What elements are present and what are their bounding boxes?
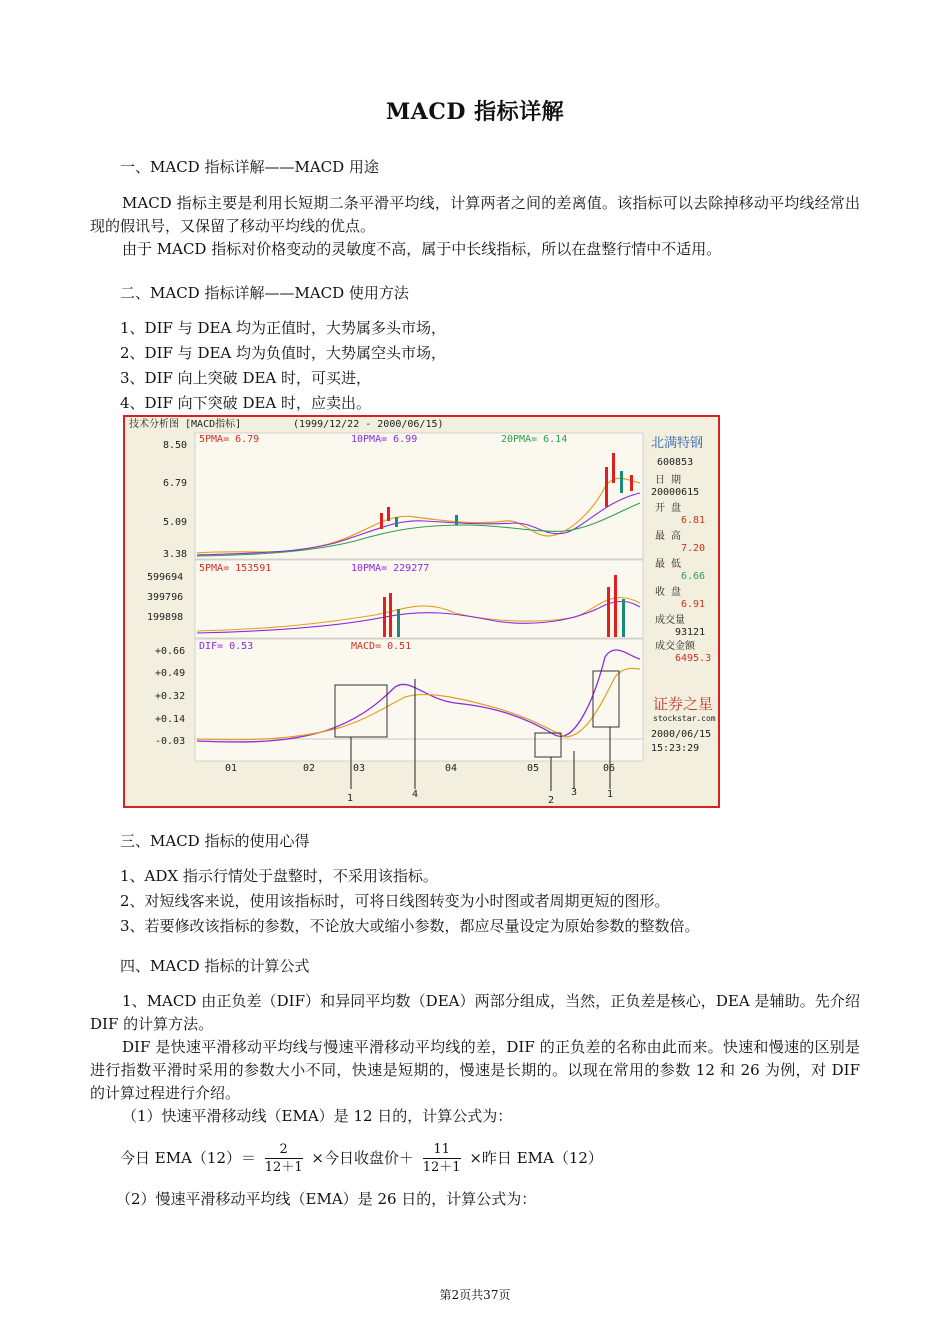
volume-bar — [383, 597, 386, 637]
month-label: 04 — [445, 763, 458, 774]
list-item: 1、ADX 指示行情处于盘整时，不采用该指标。 — [120, 867, 438, 885]
page-title: MACD 指标详解 — [385, 99, 565, 125]
formula-lhs: 今日 EMA（12）＝ — [120, 1149, 256, 1167]
macd-tick: +0.14 — [155, 714, 186, 725]
section4-paragraph-4: （2）慢速平滑移动平均线（EMA）是 26 日的，计算公式为： — [116, 1190, 537, 1208]
section1-heading: 一、MACD 指标详解——MACD 用途 — [120, 158, 379, 176]
section3-list — [120, 864, 700, 939]
fraction-numerator: 11 — [433, 1142, 450, 1157]
price-tick: 3.38 — [163, 549, 188, 560]
section2-heading: 二、MACD 指标详解——MACD 使用方法 — [120, 284, 409, 302]
volume-ma5-label: 5PMA= 153591 — [199, 563, 272, 574]
page-footer: 第2页共37页 — [439, 1288, 511, 1302]
macd-tick: +0.32 — [155, 691, 186, 702]
side-date: 20000615 — [651, 487, 700, 498]
section4-tail — [90, 1188, 860, 1211]
side-close: 6.91 — [681, 599, 706, 610]
side-open: 6.81 — [681, 515, 706, 526]
chart-date-range: (1999/12/22 - 2000/06/15) — [293, 419, 444, 430]
side-low-label: 最 低 — [655, 559, 682, 570]
formula-fraction-1 — [265, 1142, 303, 1176]
side-foot-date: 2000/06/15 — [651, 729, 712, 740]
side-info-panel — [651, 435, 716, 754]
candle — [455, 515, 458, 525]
price-tick: 8.50 — [163, 440, 188, 451]
macd-dea-label: MACD= 0.51 — [351, 641, 412, 652]
candle — [630, 475, 633, 491]
price-ma5-label: 5PMA= 6.79 — [199, 434, 260, 445]
fraction-denominator: 12＋1 — [422, 1160, 461, 1175]
section3-heading: 三、MACD 指标的使用心得 — [120, 832, 310, 850]
month-label: 02 — [303, 763, 316, 774]
marker-number: 3 — [571, 787, 578, 798]
side-amt-label: 成交金额 — [655, 641, 695, 652]
stock-name: 北满特钢 — [651, 435, 704, 450]
volume-tick: 199898 — [147, 612, 184, 623]
section4-paragraph-1: 1、MACD 由正负差（DIF）和异同平均数（DEA）两部分组成，当然，正负差是核心，DEA 是辅助。先介绍 DIF 的计算方法。 — [90, 992, 860, 1033]
side-high: 7.20 — [681, 543, 706, 554]
candle — [395, 517, 398, 527]
side-date-label: 日 期 — [655, 475, 682, 486]
macd-chart-svg — [125, 417, 718, 806]
side-foot-time: 15:23:29 — [651, 743, 700, 754]
macd-tick: +0.66 — [155, 646, 186, 657]
section4-paragraph-3: （1）快速平滑移动线（EMA）是 12 日的，计算公式为： — [122, 1107, 513, 1125]
marker-number: 1 — [607, 789, 614, 800]
candle — [605, 467, 608, 507]
price-tick: 6.79 — [163, 478, 188, 489]
fraction-denominator: 12＋1 — [264, 1160, 303, 1175]
candle — [612, 453, 615, 483]
section1-paragraph-2: 由于 MACD 指标对价格变动的灵敏度不高，属于中长线指标，所以在盘整行情中不适用。 — [122, 240, 722, 258]
chart-header: 技术分析图 [MACD指标] — [129, 419, 242, 430]
volume-bar — [397, 609, 400, 637]
side-vol-label: 成交量 — [655, 615, 685, 626]
section4-paragraph-2: DIF 是快速平滑移动平均线与慢速平滑移动平均线的差，DIF 的正负差的名称由此而来。快速和慢速的区别是进行指数平滑时采用的参数大小不同，快速是短期的，慢速是长期的。以现在常用的参数 12 和 26 为例，对 DIF 的计算过程进行介绍。 — [90, 1038, 860, 1102]
section4-heading: 四、MACD 指标的计算公式 — [120, 957, 310, 975]
price-tick: 5.09 — [163, 517, 188, 528]
month-label: 01 — [225, 763, 238, 774]
month-label: 05 — [527, 763, 540, 774]
month-label: 06 — [603, 763, 616, 774]
side-close-label: 收 盘 — [655, 587, 682, 598]
list-item: 2、DIF 与 DEA 均为负值时，大势属空头市场， — [120, 344, 447, 362]
section1-paragraph-1: MACD 指标主要是利用长短期二条平滑平均线，计算两者之间的差离值。该指标可以去除掉移动平均线经常出现的假讯号，又保留了移动平均线的优点。 — [90, 194, 860, 235]
candle — [380, 513, 383, 529]
side-vol: 93121 — [675, 627, 706, 638]
side-high-label: 最 高 — [655, 531, 682, 542]
macd-dif-label: DIF= 0.53 — [199, 641, 254, 652]
side-low: 6.66 — [681, 571, 706, 582]
fraction-numerator: 2 — [279, 1142, 288, 1157]
watermark-logo: 证券之星 — [653, 697, 714, 713]
list-item: 2、对短线客来说，使用该指标时，可将日线图转变为小时图或者周期更短的图形。 — [120, 892, 670, 910]
section4-body — [90, 990, 860, 1128]
stock-code: 600853 — [657, 457, 694, 468]
price-panel — [195, 433, 643, 559]
macd-panel — [195, 639, 643, 761]
side-amt: 6495.3 — [675, 653, 712, 664]
month-label: 03 — [353, 763, 366, 774]
list-item: 4、DIF 向下突破 DEA 时，应卖出。 — [120, 394, 372, 412]
volume-bar — [389, 593, 392, 637]
volume-tick: 399796 — [147, 592, 184, 603]
price-ma10-label: 10PMA= 6.99 — [351, 434, 418, 445]
volume-tick: 599694 — [147, 572, 184, 583]
volume-bar — [614, 575, 617, 637]
watermark-site: stockstar.com — [653, 714, 716, 723]
formula-rhs: ×昨日 EMA（12） — [469, 1149, 603, 1167]
ema12-formula — [120, 1142, 603, 1176]
candle — [620, 471, 623, 493]
marker-number: 4 — [412, 789, 419, 800]
side-open-label: 开 盘 — [655, 503, 682, 514]
section2-list — [120, 316, 446, 416]
volume-bar — [607, 587, 610, 637]
marker-number: 1 — [347, 793, 354, 804]
section1-body — [90, 192, 860, 261]
list-item: 3、DIF 向上突破 DEA 时，可买进， — [120, 369, 372, 387]
price-ma20-label: 20PMA= 6.14 — [501, 434, 568, 445]
list-item: 3、若要修改该指标的参数，不论放大或缩小参数，都应尽量设定为原始参数的整数倍。 — [120, 917, 700, 935]
macd-tick: +0.49 — [155, 668, 186, 679]
list-item: 1、DIF 与 DEA 均为正值时，大势属多头市场， — [120, 319, 447, 337]
macd-chart-figure — [123, 415, 720, 808]
formula-fraction-2 — [423, 1142, 461, 1176]
volume-ma10-label: 10PMA= 229277 — [351, 563, 430, 574]
volume-bar — [622, 599, 625, 637]
formula-middle: ×今日收盘价＋ — [311, 1149, 414, 1167]
marker-number: 2 — [548, 795, 555, 806]
candle — [387, 507, 390, 521]
macd-tick: -0.03 — [155, 736, 186, 747]
